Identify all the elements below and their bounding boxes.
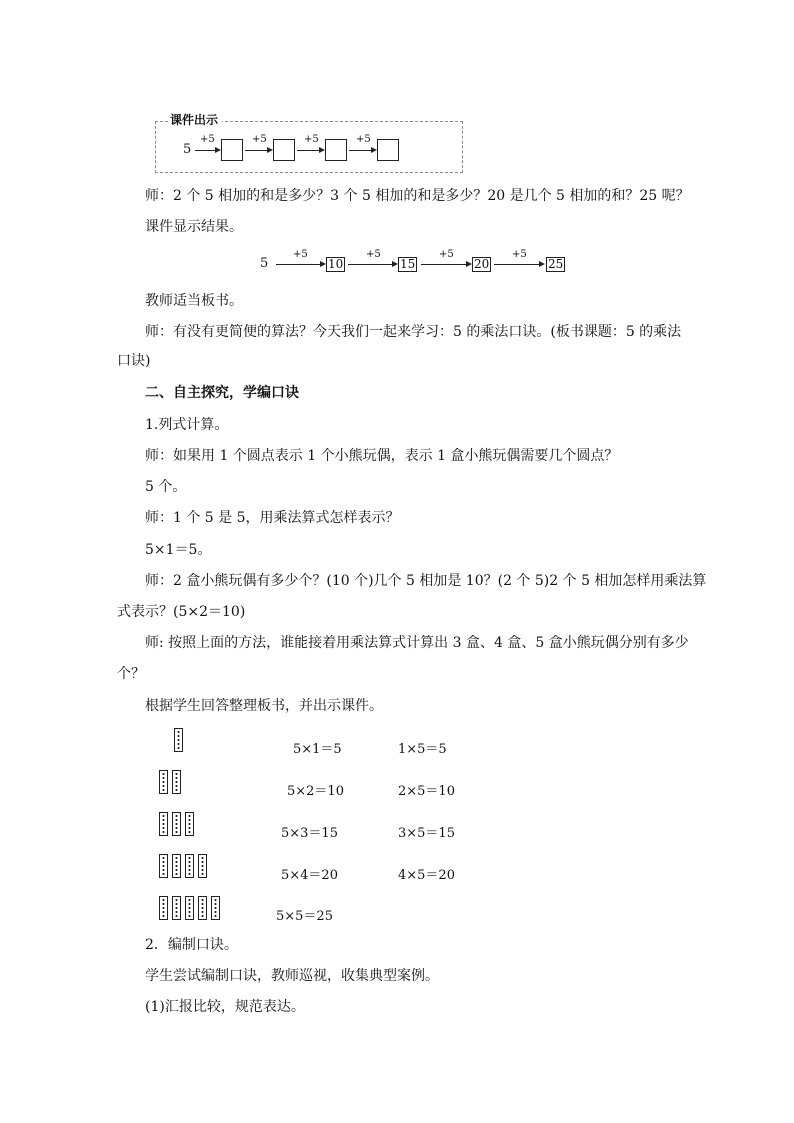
chain-arrow-line — [421, 264, 466, 265]
paragraph-continued: 个？ — [117, 666, 145, 682]
arrow-line — [245, 150, 267, 151]
courseware-title: 课件出示 — [168, 111, 222, 128]
paragraph: 师：2 个 5 相加的和是多少？3 个 5 相加的和是多少？20 是几个 5 相加的和？25 呢？ — [145, 188, 690, 204]
equation-left: 5×3＝15 — [281, 826, 338, 841]
dot-box-bar — [159, 896, 168, 920]
courseware-box — [155, 121, 463, 173]
paragraph-continued: 口诀) — [117, 353, 151, 369]
chain-step-label: +5 — [366, 249, 381, 260]
empty-answer-box — [273, 139, 295, 161]
chain-step-label: +5 — [439, 249, 454, 260]
chain-result-box: 20 — [474, 257, 490, 271]
dot-box-bar — [159, 854, 168, 878]
equation-right: 2×5＝10 — [398, 784, 455, 799]
dot-box-bar — [174, 728, 183, 752]
dot-box-bar — [159, 770, 168, 794]
paragraph: 课件显示结果。 — [145, 219, 243, 235]
step-label: +5 — [200, 134, 215, 145]
dot-box-bar — [159, 812, 168, 836]
section-heading: 二、自主探究，学编口诀 — [145, 385, 299, 401]
paragraph: 师：1 个 5 是 5，用乘法算式怎样表示？ — [145, 510, 400, 526]
chain-step-label: +5 — [293, 249, 308, 260]
dot-box-bar — [198, 854, 207, 878]
chain-result-box: 10 — [328, 257, 344, 271]
subsection-heading: 1.列式计算。 — [145, 417, 229, 433]
arrow-line — [349, 150, 371, 151]
dot-box-bar — [211, 896, 220, 920]
step-label: +5 — [356, 134, 371, 145]
chain-result-box: 25 — [548, 257, 564, 271]
paragraph: (1)汇报比较，规范表达。 — [145, 999, 305, 1015]
empty-answer-box — [377, 139, 399, 161]
arrow-line — [297, 150, 319, 151]
step-label: +5 — [252, 134, 267, 145]
paragraph: 师：2 盒小熊玩偶有多少个？(10 个)几个 5 相加是 10？(2 个 5)2 个 5 相加怎样用乘法算 — [145, 573, 707, 589]
dot-box-bar — [185, 812, 194, 836]
equation-left: 5×5＝25 — [276, 909, 333, 924]
equation-left: 5×1＝5 — [293, 742, 342, 757]
paragraph: 根据学生回答整理板书，并出示课件。 — [145, 698, 383, 714]
dot-box-bar — [172, 854, 181, 878]
empty-answer-box — [325, 139, 347, 161]
chain-start: 5 — [260, 256, 269, 271]
chain-arrow-line — [276, 264, 320, 265]
dot-box-bar — [185, 854, 194, 878]
paragraph: 5 个。 — [145, 479, 187, 495]
paragraph: 教师适当板书。 — [145, 293, 243, 309]
chain-arrow-line — [494, 264, 539, 265]
empty-answer-box — [221, 139, 243, 161]
equation-right: 1×5＝5 — [398, 742, 447, 757]
chain-result-box: 15 — [400, 257, 416, 271]
courseware-start-number: 5 — [183, 142, 192, 157]
equation-left: 5×2＝10 — [287, 784, 344, 799]
dot-box-bar — [172, 812, 181, 836]
equation-right: 4×5＝20 — [398, 868, 455, 883]
dot-box-bar — [172, 770, 181, 794]
paragraph-continued: 式表示？(5×2＝10) — [117, 604, 246, 620]
equation-left: 5×4＝20 — [281, 868, 338, 883]
chain-arrow-head — [539, 261, 545, 267]
paragraph: 5×1＝5。 — [145, 542, 212, 558]
step-label: +5 — [304, 134, 319, 145]
paragraph: 学生尝试编制口诀，教师巡视，收集典型案例。 — [145, 968, 439, 984]
dot-box-bar — [185, 896, 194, 920]
subsection-heading: 2．编制口诀。 — [145, 937, 238, 953]
chain-step-label: +5 — [512, 249, 527, 260]
paragraph: 师：如果用 1 个圆点表示 1 个小熊玩偶，表示 1 盒小熊玩偶需要几个圆点？ — [145, 448, 619, 464]
paragraph: 师: 按照上面的方法，谁能接着用乘法算式计算出 3 盒、4 盒、5 盒小熊玩偶分别有多少 — [145, 635, 689, 651]
paragraph: 师：有没有更简便的算法？今天我们一起来学习：5 的乘法口诀。(板书课题：5 的乘法 — [145, 324, 682, 340]
dot-box-bar — [198, 896, 207, 920]
chain-arrow-line — [348, 264, 392, 265]
equation-right: 3×5＝15 — [398, 826, 455, 841]
arrow-line — [195, 150, 215, 151]
dot-box-bar — [172, 896, 181, 920]
